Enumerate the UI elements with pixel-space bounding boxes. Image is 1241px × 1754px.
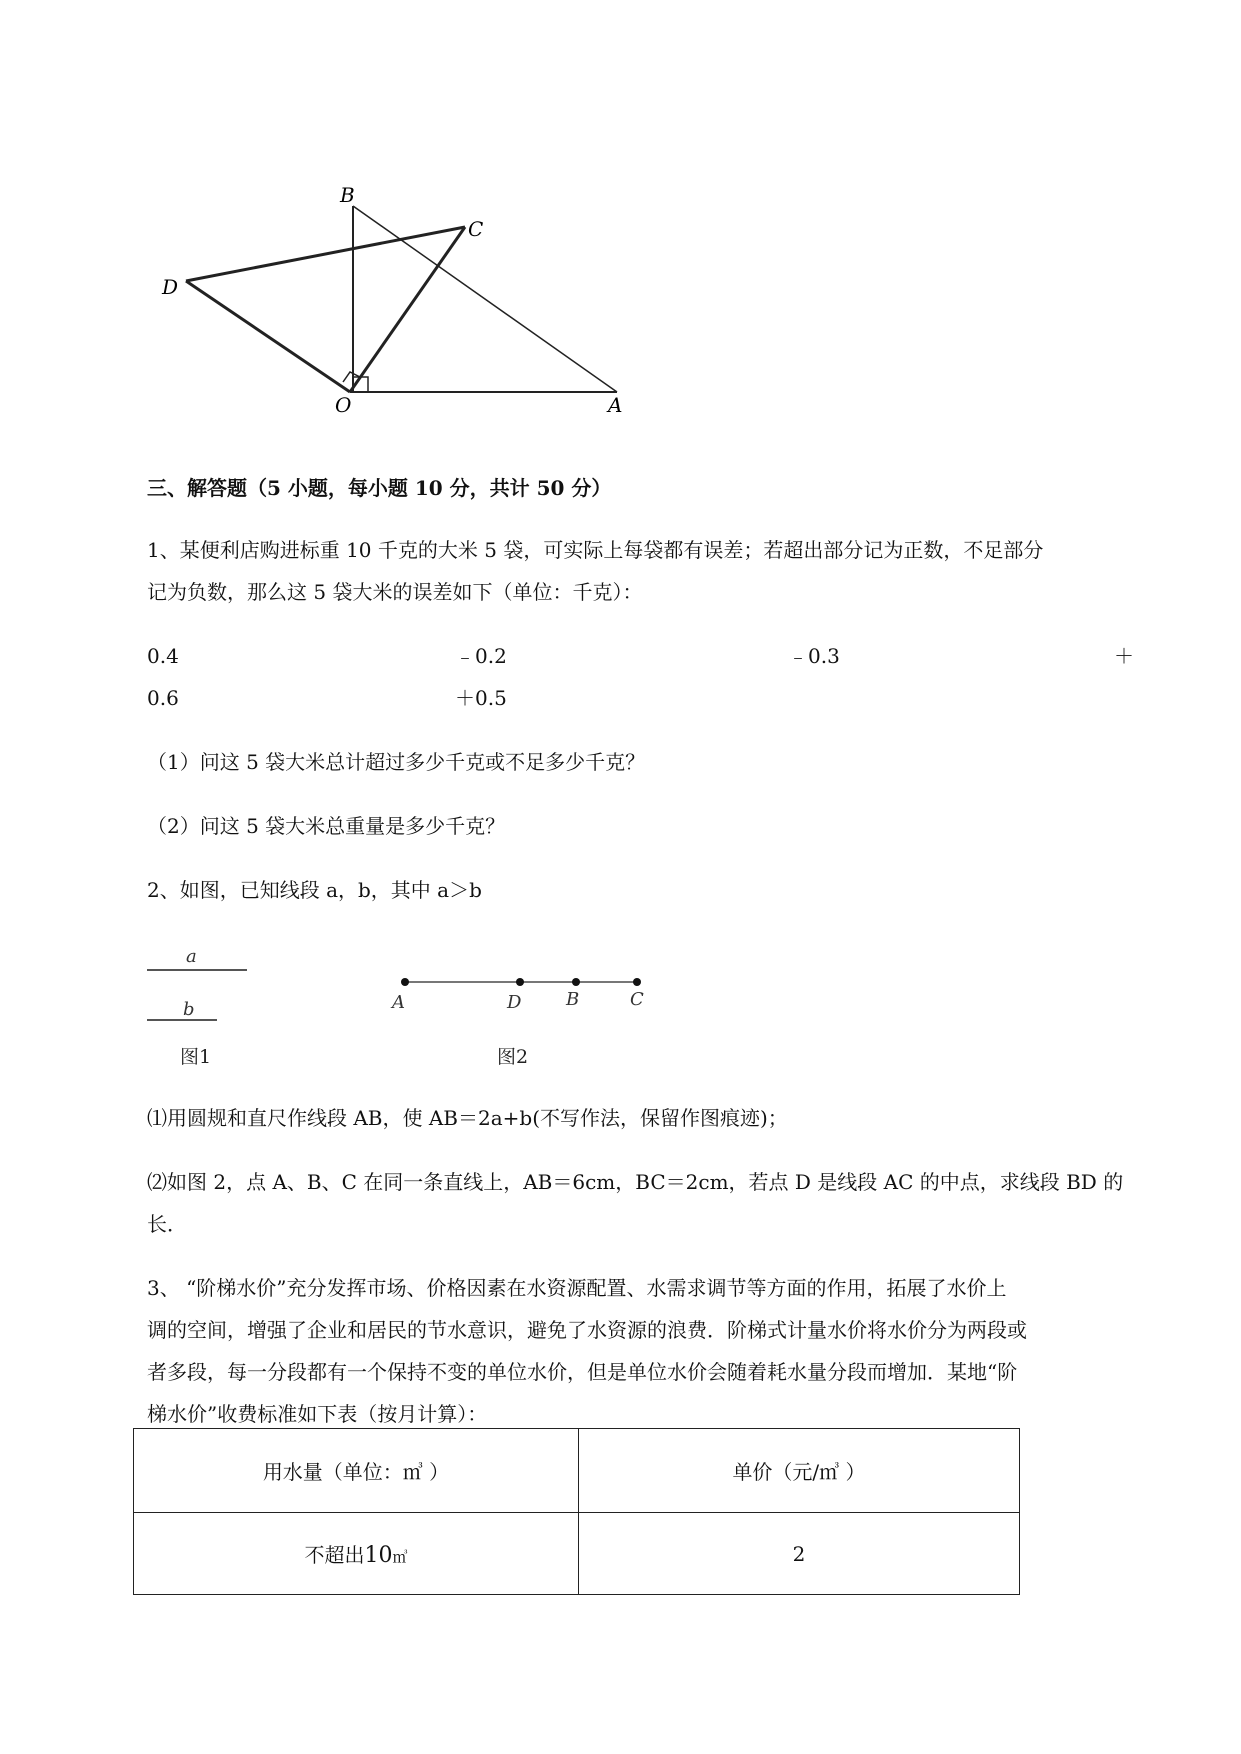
row1-usage-unit: ㎥: [392, 1548, 408, 1566]
triangle-figure: [150, 175, 650, 425]
row1-usage-prefix: 不超出: [304, 1543, 365, 1567]
q1-value: ＋: [1114, 644, 1134, 668]
row1-usage: [134, 1513, 579, 1595]
label-O: O: [335, 393, 352, 417]
fig1-label-a: a: [186, 946, 197, 967]
label-A: A: [608, 393, 623, 417]
q1-sub1: （1）问这 5 袋大米总计超过多少千克或不足多少千克？: [147, 750, 646, 774]
label-D: D: [162, 275, 179, 299]
label-B: B: [340, 183, 355, 207]
q2-sub2-line2: 长．: [147, 1212, 187, 1236]
q2-stem: 2、如图，已知线段 a，b，其中 a＞b: [147, 878, 482, 902]
label-C: C: [468, 217, 484, 241]
q2-sub1: ⑴用圆规和直尺作线段 AB，使 AB＝2a+b(不写作法，保留作图痕迹)；: [147, 1106, 788, 1130]
section-heading: 三、解答题（5 小题，每小题 10 分，共计 50 分）: [147, 476, 612, 500]
q1-value: 0.6: [147, 686, 179, 710]
q1-value: ﹣0.3: [788, 644, 840, 668]
fig2-caption: 图2: [497, 1046, 529, 1068]
fig2-label-D: D: [507, 992, 522, 1013]
fig1-label-b: b: [183, 999, 195, 1020]
row1-price: 2: [579, 1513, 1020, 1595]
fig2-label-A: A: [392, 992, 405, 1013]
q3-line2: 调的空间，增强了企业和居民的节水意识，避免了水资源的浪费．阶梯式计量水价将水价分为两段或: [147, 1318, 1027, 1342]
header-price: 单价（元/㎥ ）: [579, 1429, 1020, 1513]
q2-sub2-line1: ⑵如图 2，点 A、B、C 在同一条直线上，AB＝6cm，BC＝2cm，若点 D 是线段 AC 的中点，求线段 BD 的: [147, 1170, 1124, 1194]
table-header-row: [134, 1429, 1020, 1513]
q1-value: ＋0.5: [455, 686, 507, 710]
q3-line3: 者多段，每一分段都有一个保持不变的单位水价，但是单位水价会随着耗水量分段而增加．某地“阶: [147, 1360, 1018, 1384]
q3-line1: 3、 “阶梯水价”充分发挥市场、价格因素在水资源配置、水需求调节等方面的作用，拓展了水价上: [147, 1276, 1007, 1300]
table-row: [134, 1513, 1020, 1595]
segment-figures: [140, 935, 660, 1075]
fig1-caption: 图1: [180, 1046, 212, 1068]
fig2-label-B: B: [566, 989, 580, 1010]
q1-value: ﹣0.2: [455, 644, 507, 668]
header-usage: 用水量（单位：㎥ ）: [134, 1429, 579, 1513]
water-price-table: [133, 1428, 1020, 1595]
q3-line4: 梯水价”收费标准如下表（按月计算）：: [147, 1402, 488, 1426]
q1-stem-line2: 记为负数，那么这 5 袋大米的误差如下（单位：千克）：: [147, 580, 643, 604]
fig2-label-C: C: [630, 989, 644, 1010]
q1-sub2: （2）问这 5 袋大米总重量是多少千克？: [147, 814, 506, 838]
q1-value: 0.4: [147, 644, 179, 668]
q1-stem-line1: 1、某便利店购进标重 10 千克的大米 5 袋，可实际上每袋都有误差；若超出部分记为正数，不足部分: [147, 538, 1044, 562]
row1-usage-number: 10: [364, 1543, 393, 1568]
